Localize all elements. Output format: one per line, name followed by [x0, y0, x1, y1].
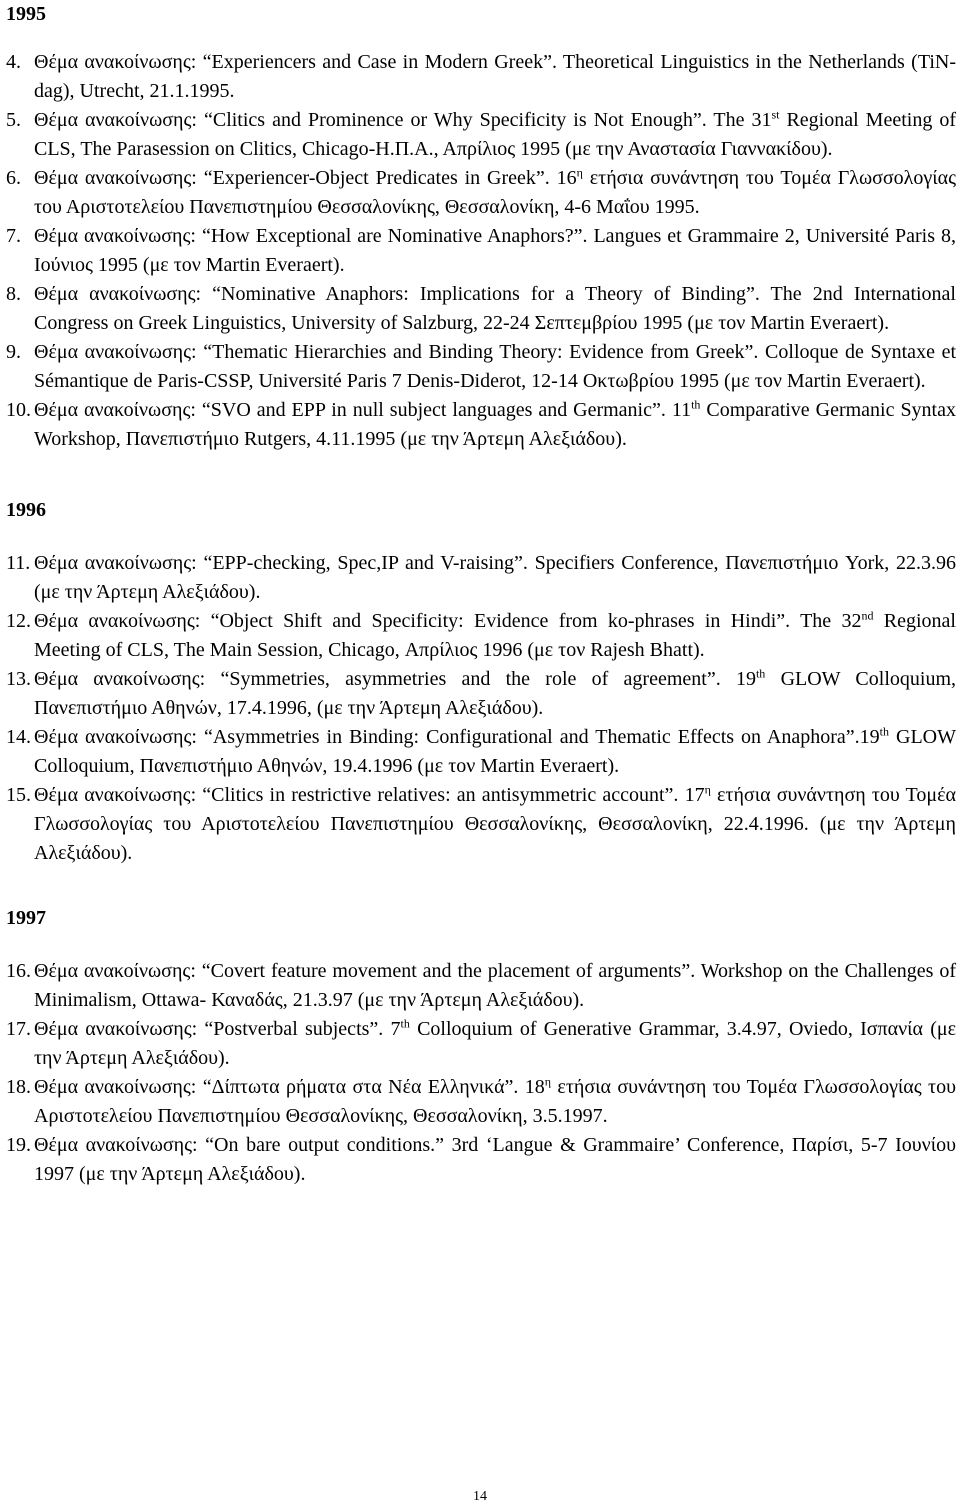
list-item	[6, 1015, 956, 1073]
item-number: 5.	[6, 109, 21, 131]
item-text: Θέμα ανακοίνωσης: “EPP-checking, Spec,IP and V-raising”. Specifiers Conference, Πανεπιστήμιο York, 22.3.96 (με την Άρτεμη Αλεξιάδου).	[34, 552, 956, 603]
item-superscript: th	[879, 724, 890, 739]
item-text: Θέμα ανακοίνωσης: “Clitics and Prominence or Why Specificity is Not Enough”. The 31	[34, 109, 772, 131]
item-text: Θέμα ανακοίνωσης: “Symmetries, asymmetries and the role of agreement”. 19	[34, 668, 756, 690]
list-item	[6, 665, 956, 723]
list-item	[6, 723, 956, 781]
list-item	[6, 549, 956, 607]
item-number: 14.	[6, 726, 31, 748]
item-number: 6.	[6, 167, 21, 189]
item-number: 19.	[6, 1134, 31, 1156]
item-superscript: st	[771, 107, 780, 122]
item-text: ετήσια συνάντηση του Τομέα Γλωσσολογίας του Αριστοτελείου Πανεπιστημίου Θεσσαλονίκης, Θεσσαλονίκη, 4-6 Μαΐου 1995.	[34, 167, 956, 218]
item-number: 7.	[6, 225, 21, 247]
item-text: Θέμα ανακοίνωσης: “Asymmetries in Binding: Configurational and Thematic Effects on Anaphora”.19	[34, 726, 880, 748]
section-year-heading: 1997	[6, 907, 46, 929]
item-text: Colloquium of Generative Grammar, 3.4.97, Oviedo, Ισπανία (με την Άρτεμη Αλεξιάδου).	[34, 1018, 957, 1069]
item-superscript: η	[544, 1074, 552, 1089]
item-text: Θέμα ανακοίνωσης: “Δίπτωτα ρήματα στα Νέα Ελληνικά”. 18	[34, 1076, 545, 1098]
item-superscript: η	[704, 782, 711, 797]
list-item	[6, 164, 956, 222]
page-number: 14	[473, 1489, 487, 1504]
item-number: 13.	[6, 668, 31, 690]
item-number: 8.	[6, 283, 21, 305]
item-text: Comparative Germanic Syntax Workshop, Πανεπιστήμιο Rutgers, 4.11.1995 (με την Άρτεμη Αλεξιάδου).	[34, 399, 956, 450]
item-text: Θέμα ανακοίνωσης: “Experiencers and Case in Modern Greek”. Theoretical Linguistics in the Netherlands (TiN-dag), Utrecht, 21.1.1995.	[34, 51, 956, 102]
item-number: 17.	[6, 1018, 31, 1040]
item-text: Θέμα ανακοίνωσης: “Thematic Hierarchies and Binding Theory: Evidence from Greek”. Colloque de Syntaxe et Sémantique de Paris-CSSP, Université Paris 7 Denis-Diderot, 12-14 Οκτωβρίου 1995 (με τον Martin Everaert).	[34, 341, 956, 392]
item-number: 11.	[6, 552, 31, 574]
item-text: Regional Meeting of CLS, The Parasession on Clitics, Chicago-Η.Π.Α., Απρίλιος 1995 (με την Αναστασία Γιαννακίδου).	[34, 109, 956, 160]
section-1996	[6, 454, 956, 868]
item-text: Θέμα ανακοίνωσης: “Experiencer-Object Predicates in Greek”. 16	[34, 167, 577, 189]
item-number: 4.	[6, 51, 21, 73]
list-item	[6, 957, 956, 1015]
item-text: Θέμα ανακοίνωσης: “On bare output conditions.” 3rd ‘Langue & Grammaire’ Conference, Παρίσι, 5-7 Ιουνίου 1997 (με την Άρτεμη Αλεξιάδου).	[34, 1134, 956, 1185]
list-item	[6, 607, 956, 665]
item-text: Θέμα ανακοίνωσης: “Covert feature movement and the placement of arguments”. Workshop on the Challenges of Minimalism, Ottawa- Καναδάς, 21.3.97 (με την Άρτεμη Αλεξιάδου).	[34, 960, 956, 1011]
item-number: 16.	[6, 960, 31, 982]
list-item	[6, 396, 956, 454]
section-1997	[6, 868, 956, 1189]
item-superscript: th	[691, 397, 701, 412]
list-item	[6, 338, 956, 396]
item-superscript: th	[400, 1016, 410, 1031]
document-page	[6, 0, 956, 1189]
item-text: ετήσια συνάντηση του Τομέα Γλωσσολογίας του Αριστοτελείου Πανεπιστημίου Θεσσαλονίκης, Θεσσαλονίκη, 3.5.1997.	[34, 1076, 956, 1127]
item-number: 15.	[6, 784, 31, 806]
item-text: GLOW Colloquium, Πανεπιστήμιο Αθηνών, 19.4.1996 (με τον Martin Everaert).	[34, 726, 956, 777]
list-item	[6, 48, 956, 106]
item-text: Θέμα ανακοίνωσης: “Postverbal subjects”. 7	[34, 1018, 401, 1040]
item-text: Θέμα ανακοίνωσης: “Nominative Anaphors: Implications for a Theory of Binding”. The 2nd International Congress on Greek Linguistics, University of Salzburg, 22-24 Σεπτεμβρίου 1995 (με τον Martin Everaert).	[34, 283, 956, 334]
item-text: ετήσια συνάντηση του Τομέα Γλωσσολογίας του Αριστοτελείου Πανεπιστημίου Θεσσαλονίκης, Θεσσαλονίκη, 22.4.1996. (με την Άρτεμη Αλεξιάδου).	[34, 784, 956, 864]
list-item	[6, 781, 956, 868]
item-text: Θέμα ανακοίνωσης: “How Exceptional are Nominative Anaphors?”. Langues et Grammaire 2, Université Paris 8, Ιούνιος 1995 (με τον Martin Everaert).	[34, 225, 956, 276]
item-text: Θέμα ανακοίνωσης: “Object Shift and Specificity: Evidence from ko-phrases in Hindi”. The 32	[34, 610, 862, 632]
item-superscript: nd	[861, 608, 874, 623]
list-item	[6, 280, 956, 338]
section-1995	[6, 0, 956, 454]
list-item	[6, 1073, 956, 1131]
list-item	[6, 106, 956, 164]
item-text: Θέμα ανακοίνωσης: “Clitics in restrictive relatives: an antisymmetric account”. 17	[34, 784, 705, 806]
item-text: GLOW Colloquium, Πανεπιστήμιο Αθηνών, 17.4.1996, (με την Άρτεμη Αλεξιάδου).	[34, 668, 956, 719]
item-text: Θέμα ανακοίνωσης: “SVO and EPP in null subject languages and Germanic”. 11	[34, 399, 692, 421]
item-text: Regional Meeting of CLS, The Main Session, Chicago, Απρίλιος 1996 (με τον Rajesh Bhatt).	[34, 610, 956, 661]
item-number: 18.	[6, 1076, 31, 1098]
list-item	[6, 1131, 956, 1189]
item-number: 9.	[6, 341, 21, 363]
item-number: 12.	[6, 610, 31, 632]
item-superscript: η	[576, 165, 583, 180]
section-year-heading: 1996	[6, 499, 46, 521]
section-year-heading: 1995	[6, 3, 46, 25]
item-superscript: th	[755, 666, 766, 681]
item-number: 10.	[6, 399, 31, 421]
list-item	[6, 222, 956, 280]
